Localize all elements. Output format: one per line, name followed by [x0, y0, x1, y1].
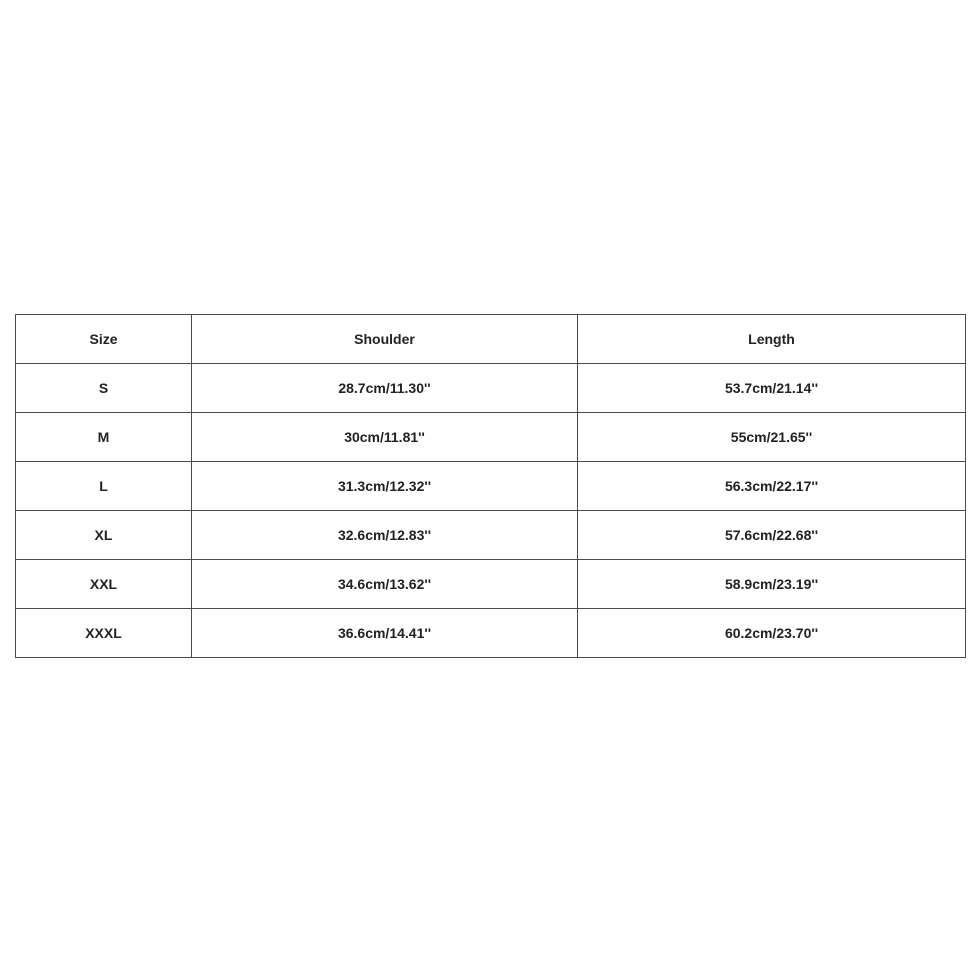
cell-length: 56.3cm/22.17''	[578, 462, 966, 511]
cell-size: XL	[16, 511, 192, 560]
table-row	[16, 560, 966, 609]
cell-size: S	[16, 364, 192, 413]
cell-shoulder: 31.3cm/12.32''	[192, 462, 578, 511]
table-row	[16, 511, 966, 560]
cell-size: L	[16, 462, 192, 511]
cell-length: 55cm/21.65''	[578, 413, 966, 462]
cell-size: XXL	[16, 560, 192, 609]
table-row	[16, 609, 966, 658]
table-row	[16, 413, 966, 462]
cell-length: 58.9cm/23.19''	[578, 560, 966, 609]
size-chart-table	[15, 314, 966, 658]
cell-length: 60.2cm/23.70''	[578, 609, 966, 658]
cell-length: 53.7cm/21.14''	[578, 364, 966, 413]
header-shoulder: Shoulder	[192, 315, 578, 364]
cell-size: XXXL	[16, 609, 192, 658]
cell-shoulder: 34.6cm/13.62''	[192, 560, 578, 609]
cell-shoulder: 32.6cm/12.83''	[192, 511, 578, 560]
cell-shoulder: 30cm/11.81''	[192, 413, 578, 462]
table-row	[16, 462, 966, 511]
table-header-row	[16, 315, 966, 364]
cell-shoulder: 28.7cm/11.30''	[192, 364, 578, 413]
cell-shoulder: 36.6cm/14.41''	[192, 609, 578, 658]
header-length: Length	[578, 315, 966, 364]
header-size: Size	[16, 315, 192, 364]
table-row	[16, 364, 966, 413]
cell-size: M	[16, 413, 192, 462]
cell-length: 57.6cm/22.68''	[578, 511, 966, 560]
